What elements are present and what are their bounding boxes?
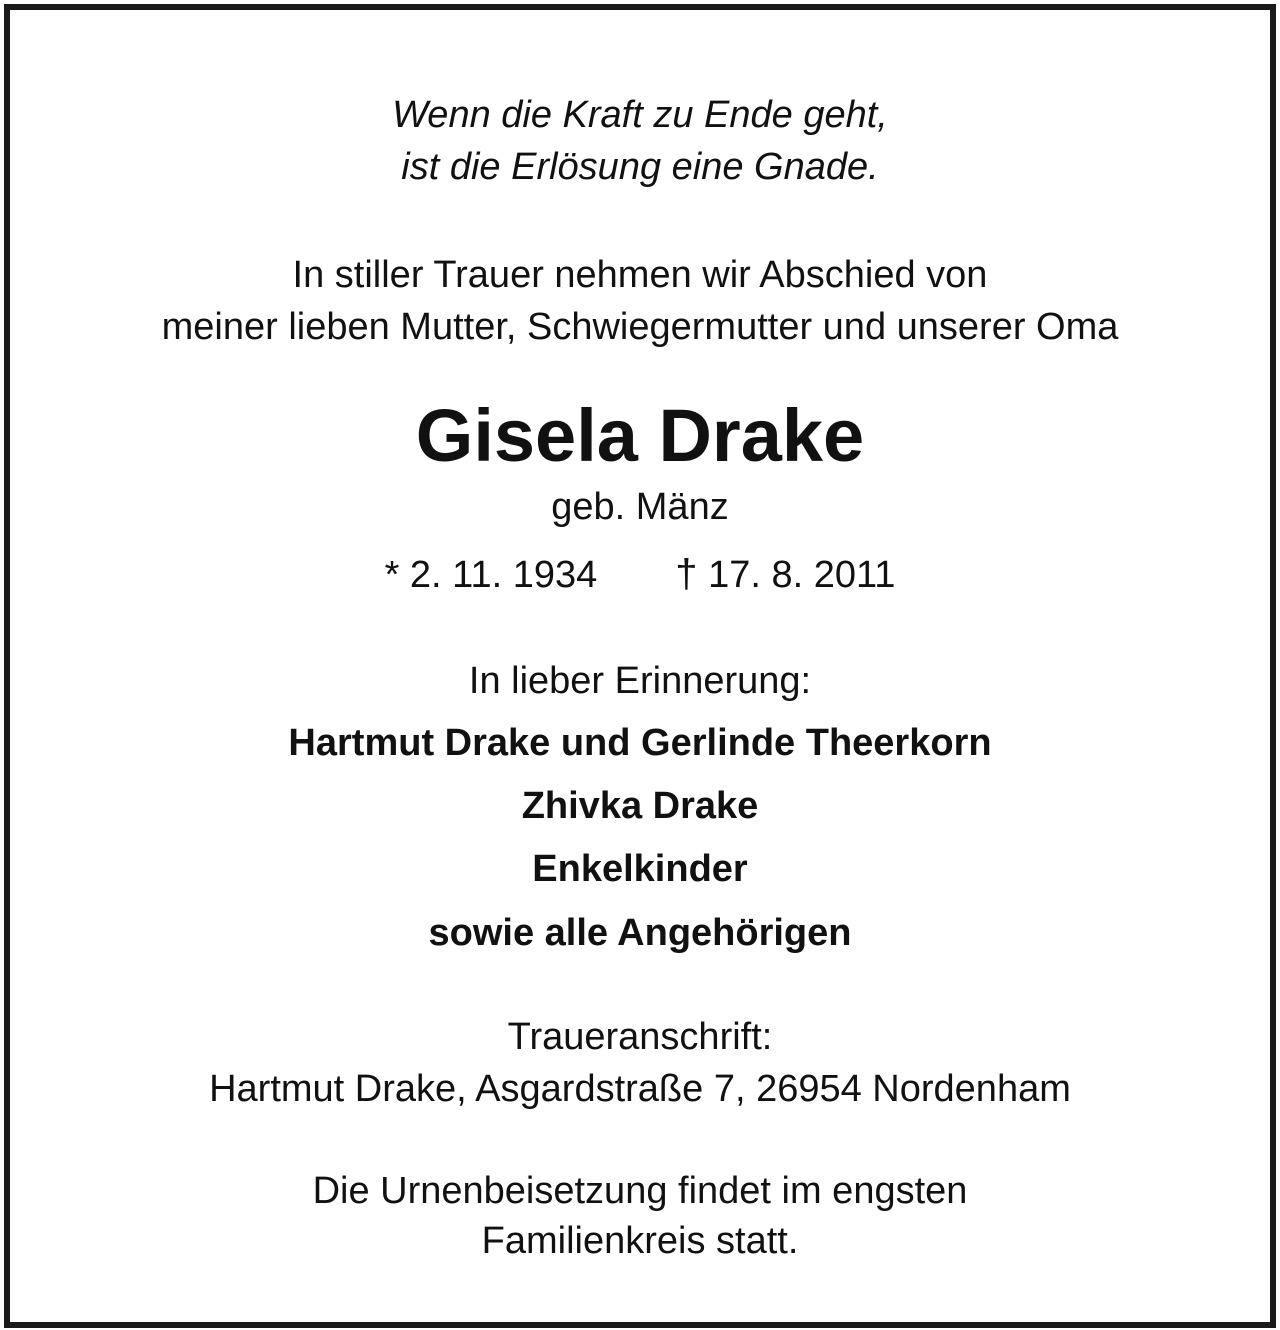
- maiden-name: geb. Mänz: [551, 486, 729, 528]
- address-label: Traueranschrift:: [507, 1016, 773, 1058]
- mourner-line: Hartmut Drake und Gerlinde Theerkorn: [288, 722, 992, 764]
- cross-icon: †: [675, 552, 698, 596]
- birth-date: * 2. 11. 1934: [384, 554, 598, 596]
- mourner-line: sowie alle Angehörigen: [428, 912, 852, 954]
- deceased-name: Gisela Drake: [415, 394, 865, 477]
- motto-line-1: Wenn die Kraft zu Ende geht,: [392, 94, 888, 136]
- burial-line-2: Familienkreis statt.: [481, 1220, 799, 1262]
- mourner-line: Zhivka Drake: [521, 785, 759, 827]
- intro-line-1: In stiller Trauer nehmen wir Abschied von: [292, 254, 988, 296]
- burial-line-1: Die Urnenbeisetzung findet im engsten: [312, 1170, 968, 1212]
- memory-heading: In lieber Erinnerung:: [468, 660, 812, 702]
- death-date: 17. 8. 2011: [708, 554, 896, 596]
- intro-line-2: meiner lieben Mutter, Schwiegermutter und unserer Oma: [161, 306, 1119, 348]
- mourner-line: Enkelkinder: [532, 848, 748, 890]
- mourning-address: Hartmut Drake, Asgardstraße 7, 26954 Nordenham: [209, 1068, 1071, 1110]
- motto-line-2: ist die Erlösung eine Gnade.: [401, 146, 879, 188]
- life-dates: [10, 554, 1270, 594]
- obituary-notice: [4, 4, 1276, 1328]
